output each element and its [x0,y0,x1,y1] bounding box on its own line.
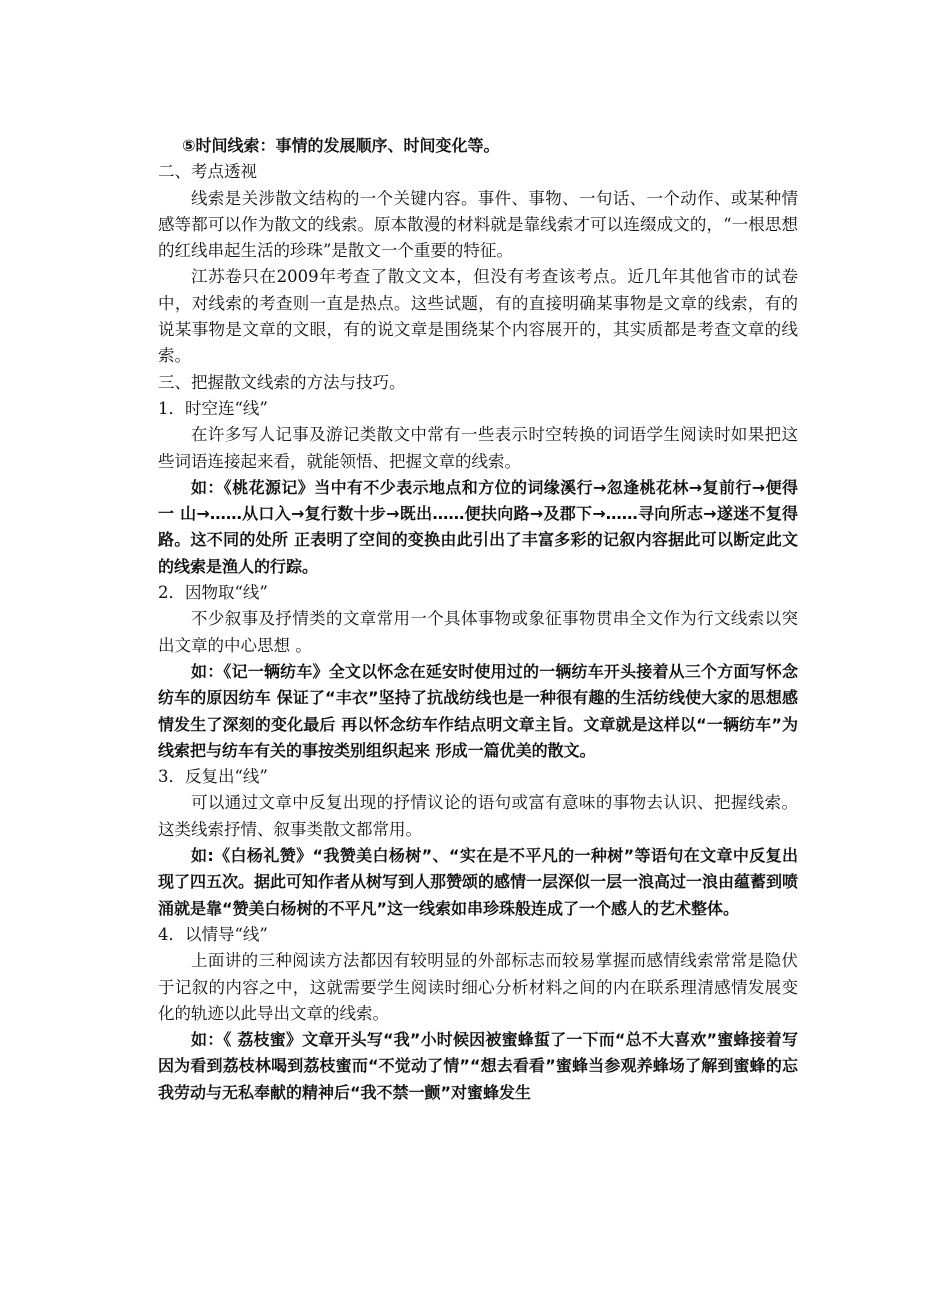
method-title-repetition: 3．反复出“线” [158,767,268,787]
clue-type-time: ⑤时间线索：事情的发展顺序、时间变化等。 [182,136,500,155]
method-desc-emotion: 上面讲的三种阅读方法都因有较明显的外部标志而较易掌握而感情线索常常是隐伏于记叙的内容之中，这就需要学生阅读时细心分析材料之间的内在联系理清感情发展变化的轨迹以此导出文章的线索。 [158,951,798,1023]
section-heading-methods: 三、把握散文线索的方法与技巧。 [158,372,406,392]
example-white-poplar: 如:《白杨礼赞》“我赞美白杨树”、“实在是不平凡的一种树”等语句在文章中反复出现了四五次。据此可知作者从树写到人那赞颂的感情一层深似一层一浪高过一浪由蕴蓄到喷涌就是靠“赞美白杨树的不平凡”这一线索如串珍珠般连成了一个感人的艺术整体。 [158,846,799,918]
method-title-object: 2．因物取“线” [158,583,268,603]
paragraph-exam-history: 江苏卷只在2009年考查了散文文本，但没有考查该考点。近几年其他省市的试卷中，对线索的考查则一直是热点。这些试题，有的直接明确某事物是文章的线索，有的说某事物是文章的文眼，有的说文章是围绕某个内容展开的，其实质都是考查文章的线索。 [158,267,798,366]
document-page [158,133,798,1106]
example-spinning-wheel: 如：《记一辆纺车》全文以怀念在延安时使用过的一辆纺车开头接着从三个方面写怀念纺车的原因纺车 保证了“丰衣”坚持了抗战纺线也是一种很有趣的生活纺线使大家的思想感情发生了深刻的变化最后 再以怀念纺车作结点明文章主旨。文章就是这样以“一辆纺车”为线索把与纺车有关的事按类别组织起来 形成一篇优美的散文。 [158,661,798,760]
method-title-time-space: 1．时空连“线” [158,398,268,418]
method-desc-object: 不少叙事及抒情类的文章常用一个具体事物或象征事物贯串全文作为行文线索以突出文章的中心思想 。 [158,609,798,655]
example-taohuayuan: 如：《桃花源记》当中有不少表示地点和方位的词缘溪行→忽逢桃花林→复前行→便得一 山→……从口入→复行数十步→既出……便扶向路→及郡下→……寻向所志→遂迷不复得路。这不同的处所 正表明了空间的变换由此引出了丰富多彩的记叙内容据此可以断定此文的线索是渔人的行踪。 [158,477,798,576]
section-heading-exam-points: 二、考点透视 [158,162,257,182]
method-desc-repetition: 可以通过文章中反复出现的抒情议论的语句或富有意味的事物去认识、把握线索。这类线索抒情、叙事类散文都常用。 [158,793,798,839]
paragraph-clue-definition: 线索是关涉散文结构的一个关键内容。事件、事物、一句话、一个动作、或某种情感等都可以作为散文的线索。原本散漫的材料就是靠线索才可以连缀成文的，“一根思想的红线串起生活的珍珠”是散文一个重要的特征。 [158,188,798,261]
method-title-emotion: 4．以情导“线” [158,924,268,944]
example-lychee-honey: 如：《 荔枝蜜》文章开头写“我”小时候因被蜜蜂蜇了一下而“总不大喜欢”蜜蜂接着写因为看到荔枝林喝到荔枝蜜而“不觉动了情”“想去看看”蜜蜂当参观养蜂场了解到蜜蜂的忘我劳动与无私奉献的精神后“我不禁一颤”对蜜蜂发生 [158,1030,798,1102]
method-desc-time-space: 在许多写人记事及游记类散文中常有一些表示时空转换的词语学生阅读时如果把这些词语连接起来看，就能领悟、把握文章的线索。 [158,425,798,471]
